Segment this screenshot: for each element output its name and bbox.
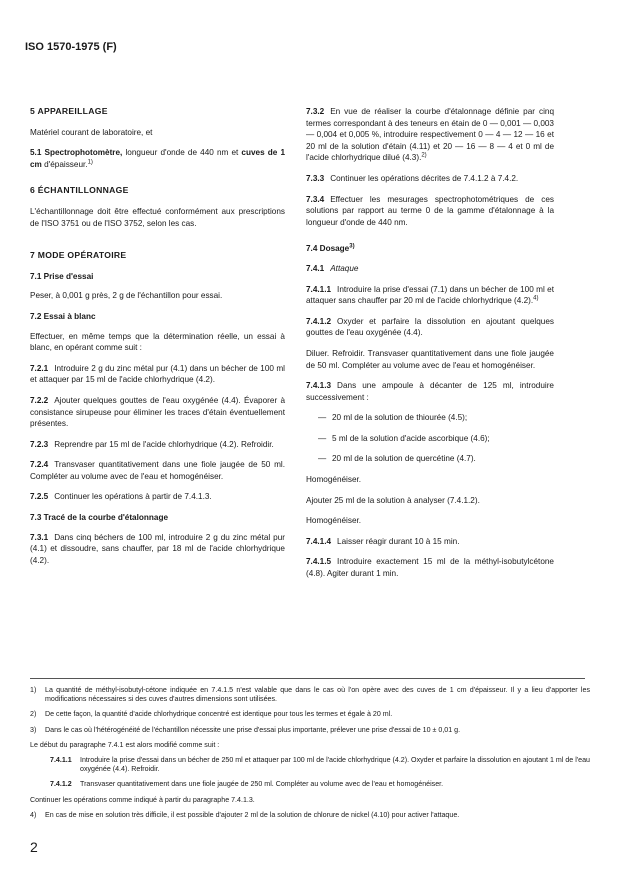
add-sample-step: Ajouter 25 ml de la solution à analyser (7.4.1.2). xyxy=(306,495,480,505)
list-item: — 20 ml de la solution de quercétine (4.7). xyxy=(318,454,476,464)
footnote-ref: 3) xyxy=(349,243,355,250)
attaque-title: Attaque xyxy=(330,263,359,273)
footnote-ref: 4) xyxy=(533,295,539,302)
standard-reference: ISO 1570-1975 (F) xyxy=(25,41,117,53)
paragraph-text: Laisser réagir durant 10 à 15 min. xyxy=(337,536,460,546)
section-7-1-heading: 7.1 Prise d'essai xyxy=(30,271,94,281)
paragraph-text: Introduire 2 g du zinc métal pur (4.1) dans un bécher de 100 ml et attaquer par 15 ml de l'acide chlorhydrique (4.2). xyxy=(30,363,285,385)
paragraph-text: Ajouter quelques gouttes de l'eau oxygénée (4.4). Évaporer à consistance sirupeuse pour éliminer les traces d'étain éventuellement présentes. xyxy=(30,395,285,429)
footnote-text: Dans le cas où l'hétérogénéité de l'échantillon nécessite une prise d'essai plus importante, prélever une prise d'essai de 10 ± 0,01 g. xyxy=(45,725,461,734)
section-7-4-heading xyxy=(306,243,554,255)
footnotes xyxy=(30,686,590,826)
footnote-number: 4) xyxy=(30,810,37,819)
paragraph-number: 7.4.1.2 xyxy=(306,316,332,326)
section-7-2-text: Effectuer, en même temps que la détermination réelle, un essai à blanc, en opérant comme suit : xyxy=(30,331,285,353)
homogenize-step: Homogénéiser. xyxy=(306,475,362,485)
footnote-step-text: Introduire la prise d'essai dans un bécher de 250 ml et attaquer par 100 ml de l'acide chlorhydrique (4.2). Oxyder et parfaire la dissolution en ajoutant 1 ml de l'eau oxygénée (4.4). Refroidir. xyxy=(80,756,590,774)
paragraph-text: Continuer les opérations à partir de 7.4.1.3. xyxy=(54,492,212,502)
footnote-number: 2) xyxy=(30,710,37,719)
paragraph-number: 7.2.4 xyxy=(30,460,49,470)
footnote-3-step-2 xyxy=(50,780,590,789)
footnote-3 xyxy=(30,726,590,735)
footnote-2 xyxy=(30,710,590,719)
text: longueur d'onde de 440 nm et xyxy=(122,148,242,158)
paragraph-number: 7.3.3 xyxy=(306,173,325,183)
paragraph-number: 7.4.1 xyxy=(306,263,325,273)
footnote-4 xyxy=(30,811,590,820)
paragraph-text: Dans cinq béchers de 100 ml, introduire 2 g du zinc métal pur (4.1) et dissoudre, sans chauffer, par 18 ml de l'acide chlorhydrique (4.2). xyxy=(30,532,285,565)
page-number: 2 xyxy=(30,839,38,855)
paragraph-text: Transvaser quantitativement dans une fiole jaugée de 50 ml. Compléter au volume avec de l'eau et homogénéiser. xyxy=(30,460,285,481)
paragraph-number: 7.2.5 xyxy=(30,492,49,502)
section-5-title: 5 APPAREILLAGE xyxy=(30,106,108,116)
paragraph-number: 7.3.2 xyxy=(306,107,325,116)
list-item-text: 5 ml de la solution d'acide ascorbique (4.6); xyxy=(332,433,490,443)
paragraph-text: Effectuer les mesurages spectrophotométriques de ces solutions par rapport au terme 0 de la gamme d'étalonnage à la longueur d'onde de 440 nm. xyxy=(306,194,554,227)
section-7-3-heading: 7.3 Tracé de la courbe d'étalonnage xyxy=(30,513,168,523)
footnote-text: En cas de mise en solution très difficile, il est possible d'ajouter 2 ml de la solution de chlorure de nickel (4.10) pour activer l'attaque. xyxy=(45,810,460,819)
text: d'épaisseur. xyxy=(41,159,88,169)
footnote-number: 3) xyxy=(30,725,37,734)
paragraph-7-2-2 xyxy=(30,395,285,430)
list-item-text: 20 ml de la solution de thiourée (4.5); xyxy=(332,413,468,423)
list-item-text: 20 ml de la solution de quercétine (4.7). xyxy=(332,454,476,464)
paragraph-text: En vue de réaliser la courbe d'étalonnage définie par cinq termes correspondant à des teneurs en étain de 0 — 0,001 — 0,003 — 0,004 et 0,005 %, introduire respectivement 0 — 4 — 12 — 16 et 20 ml de la solution d'étain (4.11) et 20 — 16 — 8 — 4 et 0 ml de l'acide chlorhydrique dilué (4.3). xyxy=(306,107,554,163)
footnote-ref: 2) xyxy=(421,152,427,159)
section-5-intro: Matériel courant de laboratoire, et xyxy=(30,127,153,137)
paragraph-7-3-2 xyxy=(306,106,554,164)
footnote-ref: 1) xyxy=(87,159,93,166)
heading-text: 7.4 Dosage xyxy=(306,244,350,254)
paragraph-number: 7.3.1 xyxy=(30,532,49,542)
paragraph-number: 7.4.1.1 xyxy=(306,284,332,294)
section-6-text: L'échantillonnage doit être effectué conformément aux prescriptions de l'ISO 3751 ou de l'ISO 3752, selon les cas. xyxy=(30,206,285,228)
right-column xyxy=(306,106,554,589)
paragraph-text: Reprendre par 15 ml de l'acide chlorhydrique (4.2). Refroidir. xyxy=(54,439,274,449)
paragraph-7-3-1 xyxy=(30,532,285,567)
section-6-title: 6 ÉCHANTILLONNAGE xyxy=(30,185,129,196)
footnote-number: 1) xyxy=(30,686,37,694)
paragraph-7-4-1-2 xyxy=(306,316,554,339)
footnote-1 xyxy=(30,686,590,704)
paragraph-7-4-1-2-continued: Diluer. Refroidir. Transvaser quantitativement dans une fiole jaugée de 50 ml. Compléter au volume avec de l'eau et homogénéiser. xyxy=(306,348,554,370)
paragraph-number: 7.4.1.5 xyxy=(306,557,332,567)
section-7-1-text: Peser, à 0,001 g près, 2 g de l'échantillon pour essai. xyxy=(30,291,223,301)
paragraph-number: 7.2.1 xyxy=(30,363,49,373)
paragraph-number: 7.3.4 xyxy=(306,194,325,204)
footnote-step-number: 7.4.1.1 xyxy=(50,756,72,765)
spectrophotometer-term: Spectrophotomètre, xyxy=(44,148,123,158)
paragraph-5-1 xyxy=(30,147,285,170)
paragraph-7-2-3 xyxy=(30,439,285,451)
paragraph-7-2-5 xyxy=(30,491,285,503)
paragraph-7-2-1 xyxy=(30,363,285,386)
paragraph-number: 7.4.1.3 xyxy=(306,381,332,391)
left-column xyxy=(30,106,285,575)
footnote-step-text: Transvaser quantitativement dans une fiole jaugée de 250 ml. Compléter au volume avec de l'eau et homogénéiser. xyxy=(80,780,444,789)
homogenize-step: Homogénéiser. xyxy=(306,516,362,526)
paragraph-7-2-4 xyxy=(30,459,285,482)
section-7-4-1-heading xyxy=(306,263,554,275)
paragraph-7-4-1-3 xyxy=(306,380,554,403)
paragraph-text: Dans une ampoule à décanter de 125 ml, introduire successivement : xyxy=(306,381,554,402)
list-item: — 20 ml de la solution de thiourée (4.5); xyxy=(318,413,468,423)
paragraph-number: 7.4.1.4 xyxy=(306,536,332,546)
paragraph-number: 7.2.3 xyxy=(30,439,49,449)
footnote-3-intro: Le début du paragraphe 7.4.1 est alors modifié comme suit : xyxy=(30,740,220,749)
paragraph-7-4-1-4 xyxy=(306,536,554,548)
paragraph-text: Introduire exactement 15 ml de la méthyl-isobutylcétone (4.8). Agiter durant 1 min. xyxy=(306,557,554,579)
footnote-3-outro: Continuer les opérations comme indiqué à partir du paragraphe 7.4.1.3. xyxy=(30,795,255,804)
footnote-text: De cette façon, la quantité d'acide chlorhydrique concentré est identique pour tous les termes et égale à 20 ml. xyxy=(45,710,393,719)
paragraph-7-3-3 xyxy=(306,173,554,185)
paragraph-7-3-4 xyxy=(306,194,554,229)
footnote-3-step-1 xyxy=(50,756,590,774)
paragraph-text: Introduire la prise d'essai (7.1) dans un bécher de 100 ml et attaquer sans chauffer par 20 ml de l'acide chlorhydrique (4.2). xyxy=(306,284,554,306)
paragraph-7-4-1-1 xyxy=(306,284,554,307)
list-item: — 5 ml de la solution d'acide ascorbique (4.6); xyxy=(318,433,490,443)
section-7-title: 7 MODE OPÉRATOIRE xyxy=(30,250,127,261)
footnote-step-number: 7.4.1.2 xyxy=(50,780,72,789)
paragraph-text: Oxyder et parfaire la dissolution en ajoutant quelques gouttes de l'eau oxygénée (4.4). xyxy=(306,316,554,338)
footnote-divider xyxy=(30,678,585,679)
paragraph-text: Continuer les opérations décrites de 7.4.1.2 à 7.4.2. xyxy=(330,173,519,183)
cuve-term: cuves de 1 cm xyxy=(30,148,286,169)
section-7-2-heading: 7.2 Essai à blanc xyxy=(30,311,96,321)
paragraph-number: 7.2.2 xyxy=(30,395,49,405)
paragraph-number: 5.1 xyxy=(30,148,42,158)
paragraph-7-4-1-5 xyxy=(306,556,554,579)
footnote-text: La quantité de méthyl-isobutyl-cétone indiquée en 7.4.1.5 n'est valable que dans le cas où l'on opère avec des cuves de 1 cm d'épaisseur. Il y a lieu d'apporter les modifications nécessaires si des cuves d'autres dimensions sont utilisées. xyxy=(45,686,590,704)
